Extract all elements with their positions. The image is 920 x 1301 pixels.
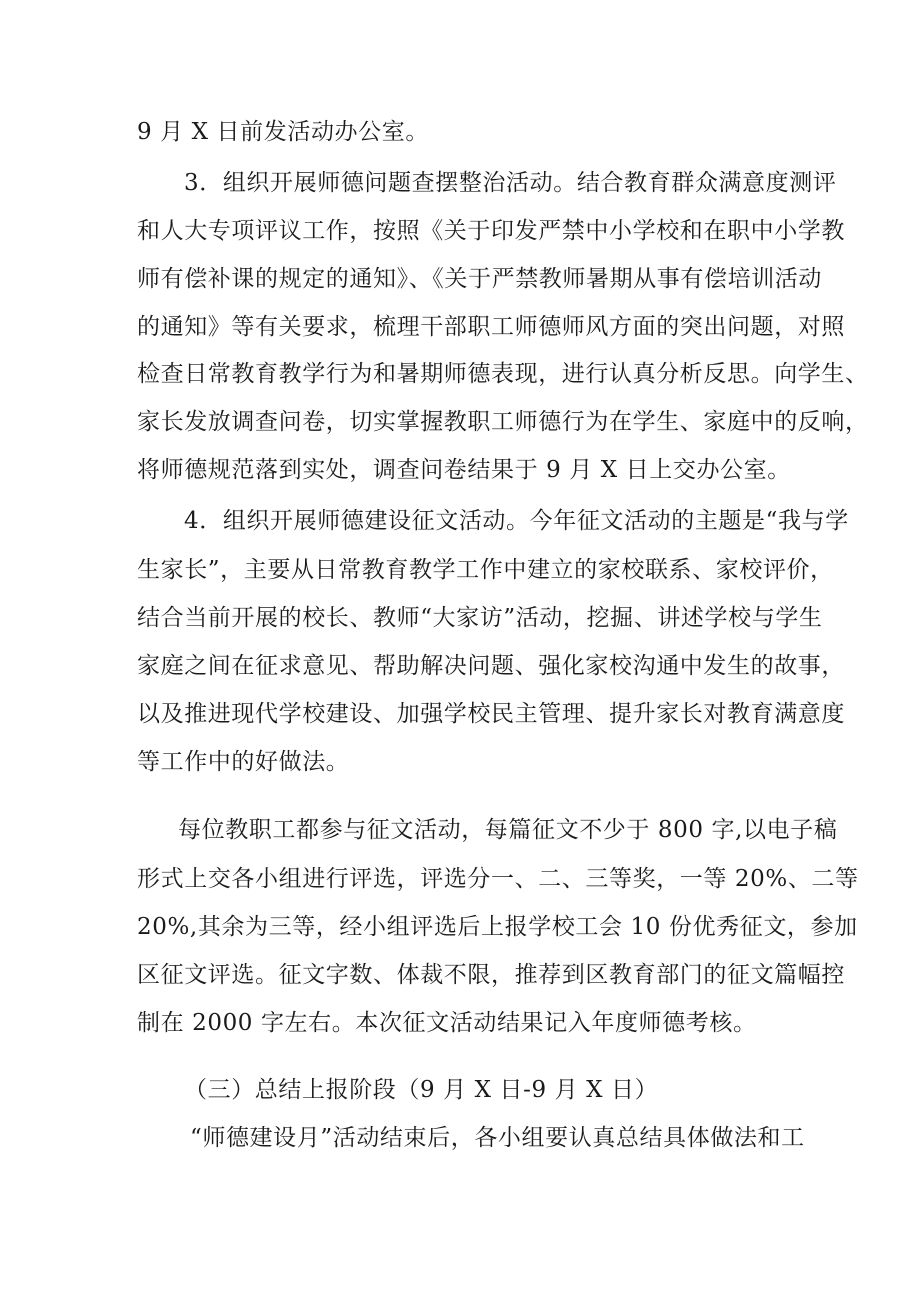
text-line: 形式上交各小组进行评选，评选分一、二、三等奖，一等 20%、二等 xyxy=(137,866,859,892)
text-line: 9 月 X 日前发活动办公室。 xyxy=(137,119,429,145)
text-line: 制在 2000 字左右。本次征文活动结果记入年度师德考核。 xyxy=(137,1010,757,1036)
text-line: 区征文评选。征文字数、体裁不限，推荐到区教育部门的征文篇幅控 xyxy=(137,962,845,988)
text-line: 生家长”，主要从日常教育教学工作中建立的家校联系、家校评价， xyxy=(137,557,834,583)
text-line: 的通知》等有关要求，梳理干部职工师德师风方面的突出问题，对照 xyxy=(137,314,845,340)
text-line: 师有偿补课的规定的通知》、《关于严禁教师暑期从事有偿培训活动 xyxy=(137,266,822,292)
text-line: 家长发放调查问卷，切实掌握教职工师德行为在学生、家庭中的反响， xyxy=(137,409,869,435)
text-line: 以及推进现代学校建设、加强学校民主管理、提升家长对教育满意度 xyxy=(137,701,845,727)
text-line: 20%,其余为三等，经小组评选后上报学校工会 10 份优秀征文，参加 xyxy=(137,914,858,940)
text-line: 3．组织开展师德问题查摆整治活动。结合教育群众满意度测评 xyxy=(184,170,837,196)
section-heading: （三）总结上报阶段（9 月 X 日-9 月 X 日） xyxy=(184,1077,659,1103)
text-line: 检查日常教育教学行为和暑期师德表现，进行认真分析反思。向学生、 xyxy=(137,361,869,387)
text-line: 家庭之间在征求意见、帮助解决问题、强化家校沟通中发生的故事， xyxy=(137,653,845,679)
text-line: 每位教职工都参与征文活动，每篇征文不少于 800 字,以电子稿 xyxy=(178,817,838,843)
text-line: 等工作中的好做法。 xyxy=(137,749,350,775)
text-line: “师德建设月”活动结束后，各小组要认真总结具体做法和工 xyxy=(190,1125,805,1151)
text-line: 结合当前开展的校长、教师“大家访”活动，挖掘、讲述学校与学生 xyxy=(137,605,823,631)
text-line: 4．组织开展师德建设征文活动。今年征文活动的主题是“我与学 xyxy=(184,508,849,534)
text-line: 和人大专项评议工作，按照《关于印发严禁中小学校和在职中小学教 xyxy=(137,218,845,244)
text-line: 将师德规范落到实处，调查问卷结果于 9 月 X 日上交办公室。 xyxy=(137,457,791,483)
